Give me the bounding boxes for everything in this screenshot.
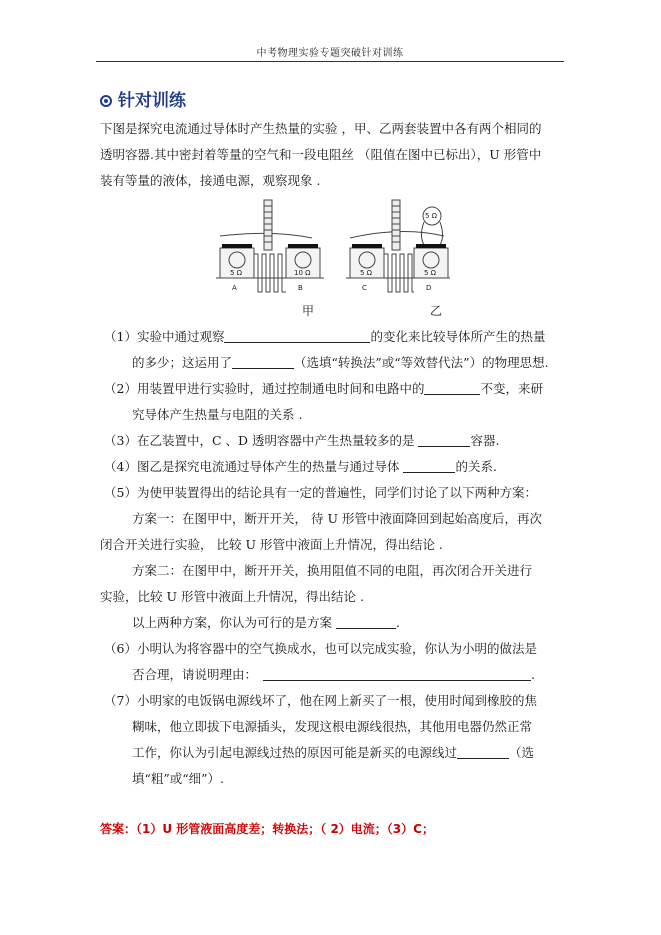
page-header: 中考物理实验专题突破针对训练 [256, 48, 404, 59]
plan-2-line-2: 实验，比较 U 形管中液面上升情况，得出结论 . [100, 589, 364, 604]
question-7-line-2: 糊味，他立即拔下电源插头，发现这根电源线很热，其他用电器仍然正常 [132, 719, 533, 734]
section-title [100, 86, 186, 111]
answer-blank-1a[interactable] [224, 330, 370, 343]
question-5: （5）为使甲装置得出的结论具有一定的普遍性，同学们讨论了以下两种方案： [104, 485, 537, 500]
plan-1-line-2: 闭合开关进行实验， 比较 U 形管中液面上升情况，得出结论 . [100, 537, 443, 552]
plan-2-line-1: 方案二：在图甲中，断开开关，换用阻值不同的电阻，再次闭合开关进行 [132, 563, 533, 578]
question-6-line-1: （6）小明认为将容器中的空气换成水，也可以完成实验，你认为小明的做法是 [104, 641, 537, 656]
question-6-line-2: 否合理，请说明理由： . [132, 667, 535, 682]
question-2-line-2: 究导体产生热量与电阻的关系 . [132, 407, 303, 422]
question-7-line-3: 工作，你认为引起电源线过热的原因可能是新买的电源线过 （选 [132, 745, 535, 760]
question-7-line-4: 填“粗”或“细”）. [132, 771, 225, 786]
question-1-line-1: （1）实验中通过观察 的变化来比较导体所产生的热量 [104, 329, 546, 344]
answer-key: 答案：（1）U 形管液面高度差；转换法；（ 2）电流；（3）C； [100, 822, 434, 836]
container-b-label: B [298, 284, 303, 292]
intro-line-2: 透明容器.其中密封着等量的空气和一段电阻丝 （阻值在图中已标出），U 形管中 [100, 147, 542, 162]
resistor-c-label: 5 Ω [360, 269, 373, 277]
resistor-d-label: 5 Ω [424, 269, 437, 277]
resistor-b-label: 10 Ω [294, 269, 311, 277]
section-title-text: 针对训练 [118, 91, 186, 111]
question-2-line-1: （2）用装置甲进行实验时，通过控制通电时间和电路中的 不变，来研 [104, 381, 543, 396]
question-1-line-2: 的多少；这运用了 （选填“转换法”或“等效替代法”）的物理思想. [132, 355, 549, 370]
question-3: （3）在乙装置中，C 、D 透明容器中产生热量较多的是 容器. [104, 433, 500, 448]
intro-line-3: 装有等量的液体，接通电源，观察现象 . [100, 173, 321, 188]
figure-caption-jia: 甲 [302, 304, 315, 318]
answer-blank-1b[interactable] [232, 356, 294, 369]
answer-blank-4[interactable] [403, 460, 455, 473]
question-4: （4）图乙是探究电流通过导体产生的热量与通过导体 的关系. [104, 459, 497, 474]
target-icon [100, 95, 112, 107]
resistor-a-label: 5 Ω [230, 269, 243, 277]
answer-blank-3[interactable] [418, 434, 470, 447]
answer-blank-6[interactable] [263, 668, 531, 681]
container-c-label: C [362, 284, 367, 292]
experiment-figure [212, 196, 452, 320]
question-7-line-1: （7）小明家的电饭锅电源线坏了，他在网上新买了一根，使用时闻到橡胶的焦 [104, 693, 537, 708]
plan-1-line-1: 方案一：在图甲中，断开开关， 待 U 形管中液面降回到起始高度后，再次 [132, 511, 542, 526]
answer-blank-7[interactable] [457, 746, 509, 759]
apparatus-diagram [212, 196, 452, 320]
question-5-conclusion: 以上两种方案，你认为可行的是方案 . [132, 615, 400, 630]
container-d-label: D [426, 284, 432, 292]
container-a-label: A [232, 284, 237, 292]
intro-line-1: 下图是探究电流通过导体时产生热量的实验 ，甲、乙两套装置中各有两个相同的 [100, 121, 542, 136]
answer-blank-2[interactable] [424, 382, 480, 395]
resistor-ext-label: 5 Ω [425, 212, 438, 220]
header-rule [96, 61, 564, 62]
answer-blank-5[interactable] [336, 616, 396, 629]
figure-caption-yi: 乙 [430, 304, 443, 318]
